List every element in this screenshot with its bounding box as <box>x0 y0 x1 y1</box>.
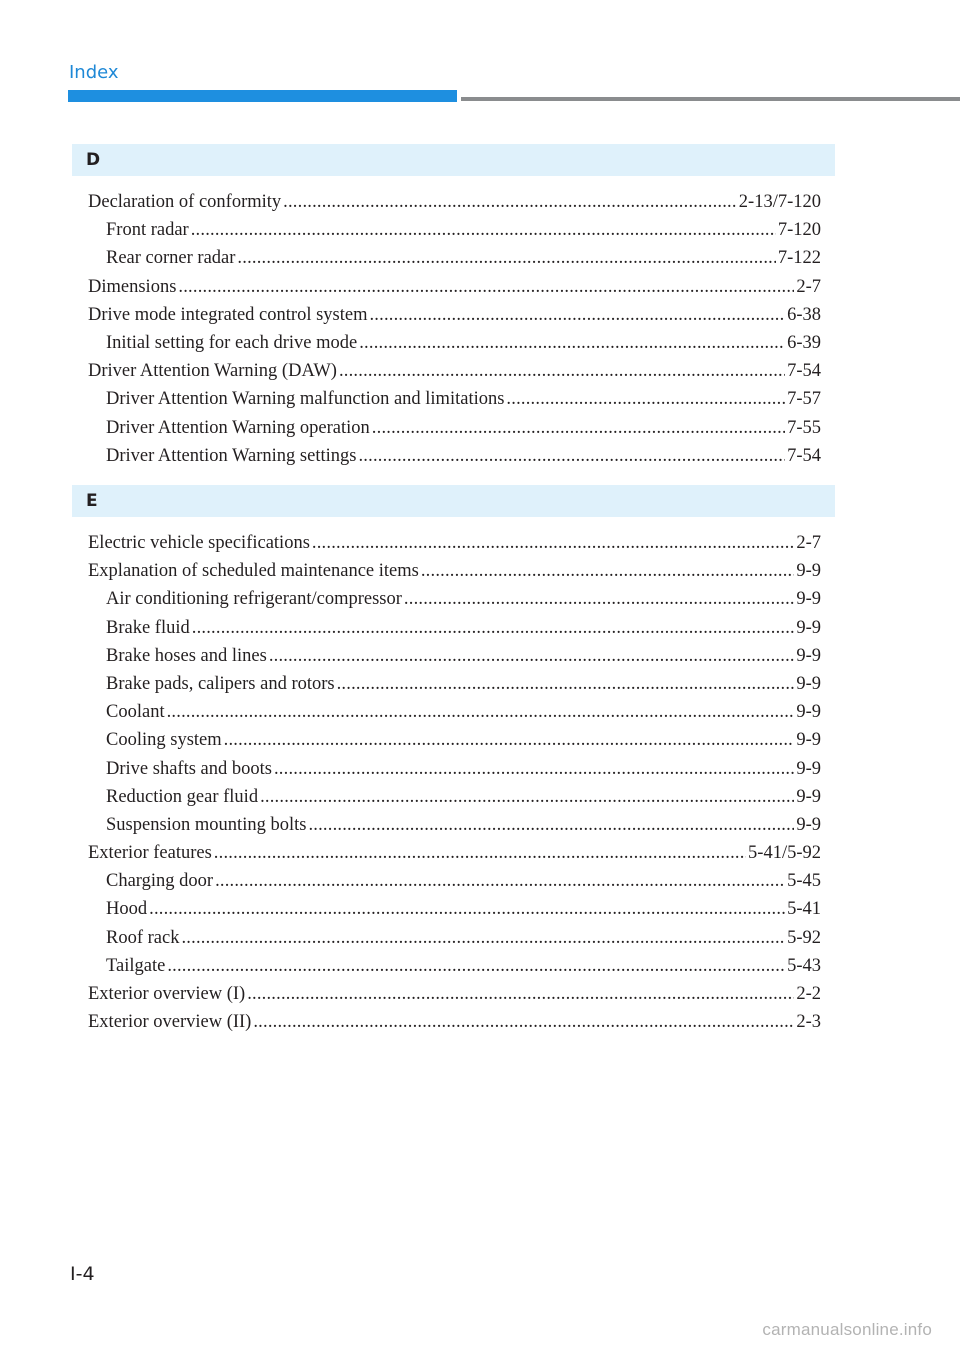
index-subentry[interactable] <box>72 642 835 670</box>
index-subentry[interactable] <box>72 442 835 470</box>
entry-page-ref: 6-38 <box>787 304 821 325</box>
page-header-title: Index <box>69 62 119 83</box>
entry-label: Hood <box>106 899 148 920</box>
entry-label: Brake hoses and lines <box>106 645 267 666</box>
page-number: I-4 <box>70 1263 95 1285</box>
index-entry[interactable] <box>72 188 835 216</box>
dot-leader <box>247 980 794 1008</box>
dot-leader <box>215 867 785 895</box>
entry-page-ref: 7-54 <box>787 445 821 466</box>
index-subentry[interactable] <box>72 811 835 839</box>
index-subentry[interactable] <box>72 614 835 642</box>
header-divider-line <box>461 97 960 101</box>
dot-leader <box>192 614 795 642</box>
dot-leader <box>506 385 785 413</box>
dot-leader <box>369 301 785 329</box>
entry-page-ref: 7-57 <box>787 389 821 410</box>
entry-label: Cooling system <box>106 730 222 751</box>
index-subentry[interactable] <box>72 924 835 952</box>
index-subentry[interactable] <box>72 585 835 613</box>
entry-page-ref: 2-2 <box>796 984 821 1004</box>
entry-page-ref: 5-45 <box>787 871 821 892</box>
entry-label: Tailgate <box>106 955 166 976</box>
entry-page-ref: 6-39 <box>787 332 821 353</box>
section-letter-heading: D <box>72 144 835 176</box>
entry-page-ref: 9-9 <box>796 645 821 666</box>
entry-page-ref: 5-92 <box>787 927 821 948</box>
entry-label: Explanation of scheduled maintenance items <box>88 561 419 582</box>
dot-leader <box>237 244 775 272</box>
entry-label: Initial setting for each drive mode <box>106 332 358 353</box>
index-subentry[interactable] <box>72 867 835 895</box>
dot-leader <box>421 557 794 585</box>
watermark-text: carmanualsonline.info <box>762 1320 932 1339</box>
entry-page-ref: 2-7 <box>796 276 821 297</box>
index-entry[interactable] <box>72 980 835 1008</box>
header-accent-bar <box>68 90 457 102</box>
entry-label: Drive mode integrated control system <box>88 304 368 325</box>
dot-leader <box>181 924 785 952</box>
entry-page-ref: 2-3 <box>796 1012 821 1033</box>
entry-label: Dimensions <box>88 276 177 297</box>
entry-page-ref: 5-43 <box>787 955 821 976</box>
entry-page-ref: 7-122 <box>777 248 821 269</box>
entry-label: Charging door <box>106 871 214 892</box>
entry-label: Brake pads, calipers and rotors <box>106 673 335 694</box>
index-entry[interactable] <box>72 839 835 867</box>
entry-page-ref: 7-120 <box>777 220 821 241</box>
entry-label: Electric vehicle specifications <box>88 533 310 553</box>
dot-leader <box>283 188 737 216</box>
dot-leader <box>191 216 776 244</box>
dot-leader <box>253 1008 794 1036</box>
index-entry[interactable] <box>72 557 835 585</box>
entry-page-ref: 9-9 <box>796 561 821 582</box>
entry-label: Front radar <box>106 220 189 241</box>
dot-leader <box>167 698 795 726</box>
dot-leader <box>260 783 794 811</box>
entry-label: Exterior overview (II) <box>88 1012 252 1033</box>
dot-leader <box>224 726 795 754</box>
dot-leader <box>149 895 785 923</box>
index-subentry[interactable] <box>72 216 835 244</box>
dot-leader <box>269 642 795 670</box>
entry-label: Driver Attention Warning (DAW) <box>88 361 337 382</box>
index-entry[interactable] <box>72 301 835 329</box>
entry-page-ref: 5-41 <box>787 899 821 920</box>
dot-leader <box>274 755 794 783</box>
entry-page-ref: 9-9 <box>796 589 821 610</box>
entry-page-ref: 9-9 <box>796 758 821 779</box>
entry-page-ref: 9-9 <box>796 617 821 638</box>
entry-page-ref: 9-9 <box>796 786 821 807</box>
entry-label: Exterior features <box>88 843 212 864</box>
dot-leader <box>308 811 794 839</box>
index-entry-list <box>72 529 835 1036</box>
dot-leader <box>167 952 785 980</box>
index-entry[interactable] <box>72 529 835 557</box>
dot-leader <box>337 670 795 698</box>
index-subentry[interactable] <box>72 952 835 980</box>
index-subentry[interactable] <box>72 895 835 923</box>
index-section-d <box>72 144 835 470</box>
index-entry[interactable] <box>72 357 835 385</box>
dot-leader <box>312 529 794 557</box>
index-subentry[interactable] <box>72 698 835 726</box>
index-subentry[interactable] <box>72 244 835 272</box>
entry-label: Reduction gear fluid <box>106 786 259 807</box>
index-section-e <box>72 485 835 1036</box>
index-subentry[interactable] <box>72 329 835 357</box>
index-subentry[interactable] <box>72 385 835 413</box>
dot-leader <box>339 357 785 385</box>
dot-leader <box>359 329 785 357</box>
index-subentry[interactable] <box>72 414 835 442</box>
entry-page-ref: 2-13/7-120 <box>738 192 821 212</box>
entry-page-ref: 9-9 <box>796 702 821 723</box>
entry-label: Rear corner radar <box>106 248 236 269</box>
entry-page-ref: 9-9 <box>796 673 821 694</box>
index-subentry[interactable] <box>72 783 835 811</box>
index-subentry[interactable] <box>72 755 835 783</box>
index-entry[interactable] <box>72 273 835 301</box>
entry-label: Drive shafts and boots <box>106 758 272 779</box>
entry-label: Driver Attention Warning malfunction and limitations <box>106 389 505 410</box>
entry-label: Declaration of conformity <box>88 192 282 212</box>
entry-label: Air conditioning refrigerant/compressor <box>106 589 402 610</box>
dot-leader <box>178 273 794 301</box>
section-letter-heading: E <box>72 485 835 517</box>
index-entry[interactable] <box>72 1008 835 1036</box>
dot-leader <box>358 442 785 470</box>
index-entry-list <box>72 188 835 470</box>
entry-page-ref: 2-7 <box>796 533 821 553</box>
entry-label: Coolant <box>106 702 165 723</box>
entry-label: Roof rack <box>106 927 180 948</box>
dot-leader <box>404 585 794 613</box>
entry-page-ref: 9-9 <box>796 730 821 751</box>
entry-page-ref: 7-55 <box>787 417 821 438</box>
entry-label: Brake fluid <box>106 617 190 638</box>
dot-leader <box>372 414 785 442</box>
entry-label: Driver Attention Warning settings <box>106 445 357 466</box>
entry-page-ref: 7-54 <box>787 361 821 382</box>
entry-label: Driver Attention Warning operation <box>106 417 370 438</box>
entry-page-ref: 5-41/5-92 <box>748 843 821 864</box>
index-subentry[interactable] <box>72 670 835 698</box>
dot-leader <box>214 839 746 867</box>
entry-label: Suspension mounting bolts <box>106 814 307 835</box>
index-subentry[interactable] <box>72 726 835 754</box>
entry-page-ref: 9-9 <box>796 814 821 835</box>
entry-label: Exterior overview (I) <box>88 984 246 1004</box>
